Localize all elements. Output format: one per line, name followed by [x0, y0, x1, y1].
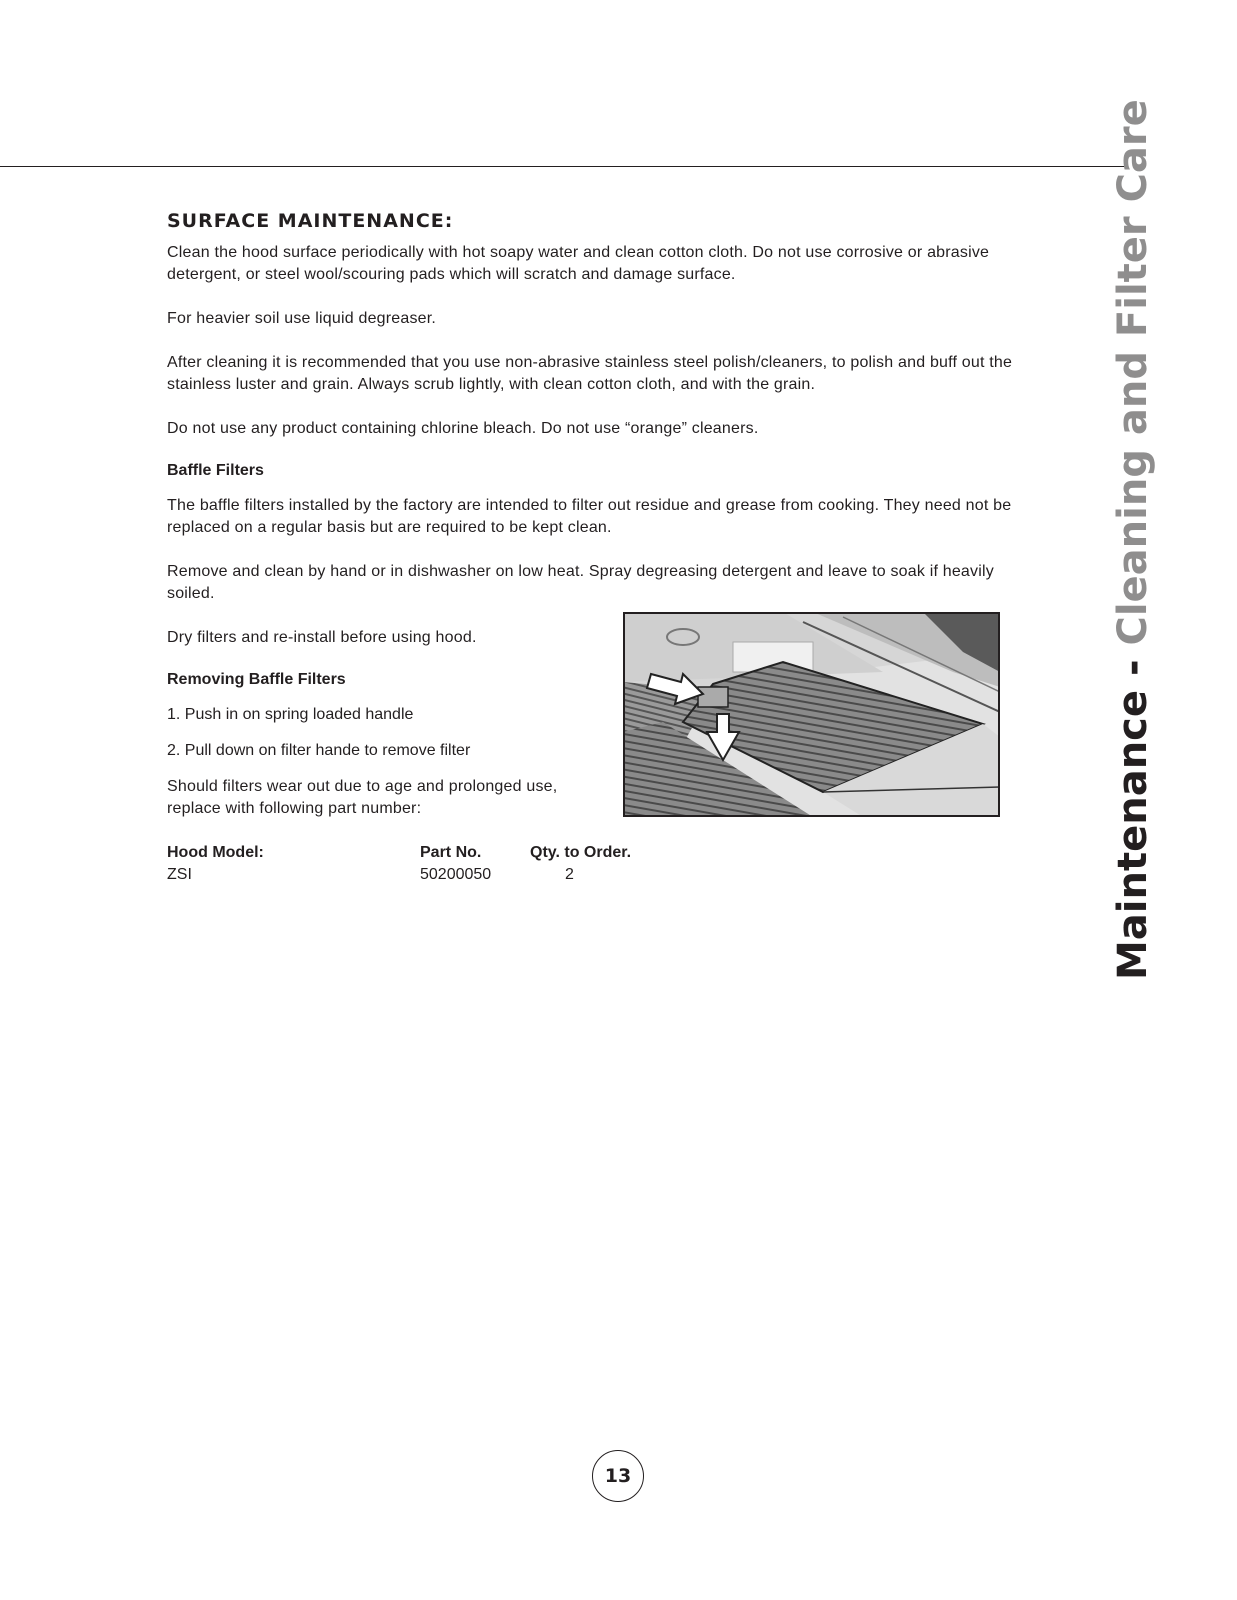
baffle-paragraph-1: The baffle filters installed by the factory are intended to filter out residue and grease from cooking. They need not be replaced on a regular basis but are required to be kept clean. — [167, 497, 1012, 536]
cell-qty: 2 — [565, 866, 574, 883]
top-rule — [0, 166, 1126, 167]
table-row — [167, 864, 631, 886]
surface-maintenance-heading: SURFACE MAINTENANCE: — [167, 210, 454, 232]
side-section-title — [1109, 99, 1157, 980]
baffle-paragraph-3: Dry filters and re-install before using hood. — [167, 629, 477, 646]
cell-hood-model: ZSI — [167, 866, 192, 883]
removing-baffle-filters-heading: Removing Baffle Filters — [167, 671, 346, 688]
surface-paragraph-1: Clean the hood surface periodically with hot soapy water and clean cotton cloth. Do not use corrosive or abrasive detergent, or steel wool/scouring pads which will scratch and damage surface. — [167, 244, 990, 283]
baffle-paragraph-2: Remove and clean by hand or in dishwasher on low heat. Spray degreasing detergent and leave to soak if heavily soiled. — [167, 563, 994, 602]
baffle-filters-heading: Baffle Filters — [167, 462, 264, 479]
cell-part-no: 50200050 — [420, 866, 492, 883]
replacement-note: Should filters wear out due to age and prolonged use, replace with following part number: — [167, 778, 558, 817]
surface-paragraph-2: For heavier soil use liquid degreaser. — [167, 310, 437, 327]
parts-table-header-row — [167, 842, 631, 864]
side-title-maintenance: Maintenance - — [1110, 645, 1156, 980]
column-header-part-no: Part No. — [420, 844, 482, 861]
removal-step-2: 2. Pull down on filter hande to remove filter — [167, 742, 471, 759]
baffle-filter-removal-illustration — [623, 612, 1000, 817]
parts-table — [167, 842, 631, 886]
removal-step-1: 1. Push in on spring loaded handle — [167, 706, 414, 723]
surface-paragraph-3: After cleaning it is recommended that you use non-abrasive stainless steel polish/cleaners, to polish and buff out the stainless luster and grain. Always scrub lightly, with clean cotton cloth, and with the grain. — [167, 354, 1013, 393]
column-header-hood-model: Hood Model: — [167, 844, 264, 861]
side-title-cleaning-filter-care: Cleaning and Filter Care — [1110, 99, 1156, 646]
surface-paragraph-4: Do not use any product containing chlorine bleach. Do not use “orange” cleaners. — [167, 420, 759, 437]
page-number: 13 — [592, 1450, 644, 1502]
column-header-qty: Qty. to Order. — [530, 844, 632, 861]
